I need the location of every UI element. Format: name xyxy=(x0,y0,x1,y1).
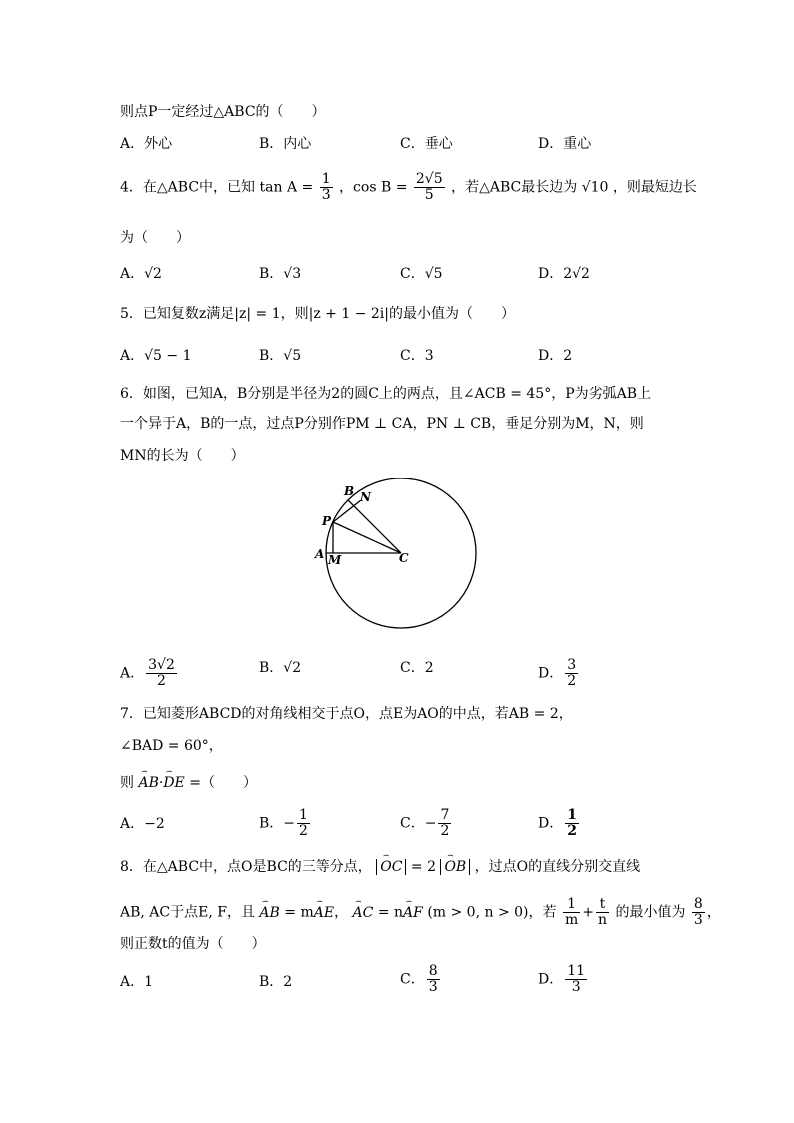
q8-eq-m: = m xyxy=(284,904,314,921)
q4-stem-line2: 为（ ） xyxy=(120,230,190,246)
q8-min-text: 的最小值为 xyxy=(615,904,686,921)
q7-option-a: A．−2 xyxy=(120,816,165,832)
q4-stem-line1 xyxy=(120,172,697,203)
q3-option-b: B．内心 xyxy=(259,136,312,152)
q8-abs-ob xyxy=(440,859,470,875)
q8-stem-line1 xyxy=(120,857,640,877)
q8-stem-prefix: 8．在△ABC中，点O是BC的三等分点， xyxy=(120,859,372,875)
q4-option-c: C．√5 xyxy=(400,266,443,282)
q8-option-c xyxy=(400,964,442,995)
q5-option-b: B．√5 xyxy=(259,348,302,364)
q7-stem-prefix: 则 xyxy=(120,775,134,791)
q7-option-c-prefix: C．− xyxy=(400,815,437,832)
q8-option-c-den: 3 xyxy=(428,979,438,995)
q6-option-b: B．√2 xyxy=(259,660,302,676)
segment-cp xyxy=(333,522,401,553)
q7-option-d-num: 1 xyxy=(567,807,577,823)
q3-option-c: C．垂心 xyxy=(400,136,453,152)
q3-option-d: D．重心 xyxy=(538,136,592,152)
label-a: A xyxy=(315,547,325,561)
q8-option-d-num: 11 xyxy=(567,963,586,979)
q8-vector-ac: ⌢ AC xyxy=(353,903,374,923)
q7-stem-line3 xyxy=(120,773,257,793)
q6-option-c: C．2 xyxy=(400,660,434,676)
q8-fraction-1-m xyxy=(563,897,580,928)
q4-cosB-den: 5 xyxy=(424,187,434,203)
q4-option-b: B．√3 xyxy=(259,266,302,282)
q7-dot: · xyxy=(158,775,164,791)
q7-option-d xyxy=(538,808,581,839)
q8-f1-num: 1 xyxy=(563,897,580,913)
q4-cosB-num: 2√5 xyxy=(415,171,443,187)
q6-option-d xyxy=(538,658,580,689)
q7-option-c-num: 7 xyxy=(440,807,450,823)
q6-option-a-fraction xyxy=(146,658,177,689)
q8-f2-num: t xyxy=(596,897,609,913)
q4-tanA-fraction xyxy=(320,172,333,203)
q8-stem-line1-end: ，过点O的直线分别交直线 xyxy=(474,859,641,875)
q8-option-d-fraction xyxy=(565,964,587,995)
q8-option-c-num: 8 xyxy=(428,963,438,979)
label-b: B xyxy=(344,484,355,498)
q8-option-c-prefix: C． xyxy=(400,971,425,988)
q7-option-c xyxy=(400,808,453,839)
label-p: P xyxy=(322,514,332,528)
q8-vector-ob: ⌢ OB xyxy=(444,857,466,877)
q4-cosB-label: ，cos B = xyxy=(339,179,408,196)
q6-option-d-den: 2 xyxy=(567,673,577,689)
q4-stem-middle: ，若△ABC最长边为 xyxy=(451,179,578,196)
q8-fraction-8-3 xyxy=(692,897,705,928)
q8-eq-n: = n xyxy=(377,904,404,921)
q5-option-a: A．√5 − 1 xyxy=(120,348,192,364)
q6-circle-figure xyxy=(310,478,490,634)
q7-vector-de: ⌢ DE xyxy=(163,773,184,793)
q8-vector-ae: ⌢ AE xyxy=(314,903,334,923)
q6-option-a xyxy=(120,658,179,689)
q5-option-c: C．3 xyxy=(400,348,434,364)
label-c: C xyxy=(399,551,409,565)
q4-option-d: D．2√2 xyxy=(538,266,590,282)
q5-stem: 5．已知复数z满足|z| = 1，则|z + 1 − 2i|的最小值为（ ） xyxy=(120,306,515,322)
q4-sqrt10: √10 xyxy=(581,179,609,196)
q4-stem-end: ，则最短边长 xyxy=(612,179,697,196)
q7-option-d-fraction xyxy=(565,808,579,839)
q4-stem-prefix: 4．在△ABC中，已知 xyxy=(120,179,256,196)
q8-option-d-den: 3 xyxy=(571,979,581,995)
q7-vector-ab: ⌢ AB xyxy=(138,773,158,793)
q6-option-d-prefix: D． xyxy=(538,665,564,682)
q8-option-d-prefix: D． xyxy=(538,971,564,988)
q8-f3-num: 8 xyxy=(693,896,703,912)
q7-option-c-den: 2 xyxy=(440,823,450,839)
q5-option-d: D．2 xyxy=(538,348,573,364)
segment-cb xyxy=(348,500,401,553)
q7-option-b-fraction xyxy=(297,808,310,839)
q6-option-a-den: 2 xyxy=(157,673,166,689)
q8-fraction-t-n xyxy=(596,897,609,928)
q8-option-a: A．1 xyxy=(120,974,154,990)
q8-line2-end: ， xyxy=(706,904,721,921)
q6-option-a-num: 3√2 xyxy=(148,657,175,673)
q8-stem-line2-prefix: AB, AC于点E, F，且 xyxy=(120,904,255,921)
label-m: M xyxy=(328,553,342,567)
q7-stem-line2: ∠BAD = 60°， xyxy=(120,738,223,754)
q8-condition: (m > 0, n > 0)，若 xyxy=(427,904,557,921)
q6-stem-line1: 6．如图，已知A，B分别是半径为2的圆C上的两点，且∠ACB = 45°，P为劣弧AB上 xyxy=(120,386,652,402)
q8-stem-line3: 则正数t的值为（ ） xyxy=(120,936,266,952)
q8-option-d xyxy=(538,964,589,995)
q7-option-b-den: 2 xyxy=(299,823,308,839)
q8-sep: ， xyxy=(334,904,349,921)
q8-f1-den: m xyxy=(564,912,579,928)
q8-option-c-fraction xyxy=(427,964,440,995)
q8-vector-ab: ⌢ AB xyxy=(259,903,279,923)
q4-tanA-label: tan A = xyxy=(259,179,314,196)
q7-option-b xyxy=(259,808,312,839)
q8-plus: + xyxy=(582,904,594,921)
q7-stem-end: =（ ） xyxy=(189,775,257,791)
q3-option-a: A．外心 xyxy=(120,136,173,152)
q7-option-b-prefix: B．− xyxy=(259,815,296,832)
q8-f3-den: 3 xyxy=(693,912,703,928)
q8-vector-af: ⌢ AF xyxy=(403,903,423,923)
q7-option-d-prefix: D． xyxy=(538,815,564,832)
q6-stem-line3: MN的长为（ ） xyxy=(120,448,245,464)
q6-option-a-prefix: A． xyxy=(120,665,145,682)
q8-vector-oc: ⌢ OC xyxy=(380,857,402,877)
q3-tail-text: 则点P一定经过△ABC的（ ） xyxy=(120,104,326,120)
label-n: N xyxy=(360,490,371,504)
q7-option-b-num: 1 xyxy=(299,807,308,823)
q8-option-b: B．2 xyxy=(259,974,293,990)
q4-cosB-fraction xyxy=(414,172,445,203)
q8-abs-oc xyxy=(376,859,406,875)
q8-eq2: = 2 xyxy=(410,859,436,875)
q4-option-a: A．√2 xyxy=(120,266,162,282)
segment-pn xyxy=(333,500,361,522)
q7-stem-line1: 7．已知菱形ABCD的对角线相交于点O，点E为AO的中点，若AB = 2， xyxy=(120,706,573,722)
q4-tanA-num: 1 xyxy=(321,171,331,187)
q6-stem-line2: 一个异于A，B的一点，过点P分别作PM ⊥ CA，PN ⊥ CB，垂足分别为M，N，则 xyxy=(120,416,644,432)
q7-option-c-fraction xyxy=(438,808,451,839)
q8-f2-den: n xyxy=(597,912,608,928)
q8-stem-line2 xyxy=(120,897,721,928)
q4-tanA-den: 3 xyxy=(321,187,331,203)
q6-option-d-fraction xyxy=(565,658,578,689)
q7-option-d-den: 2 xyxy=(567,823,577,839)
q6-option-d-num: 3 xyxy=(567,657,577,673)
